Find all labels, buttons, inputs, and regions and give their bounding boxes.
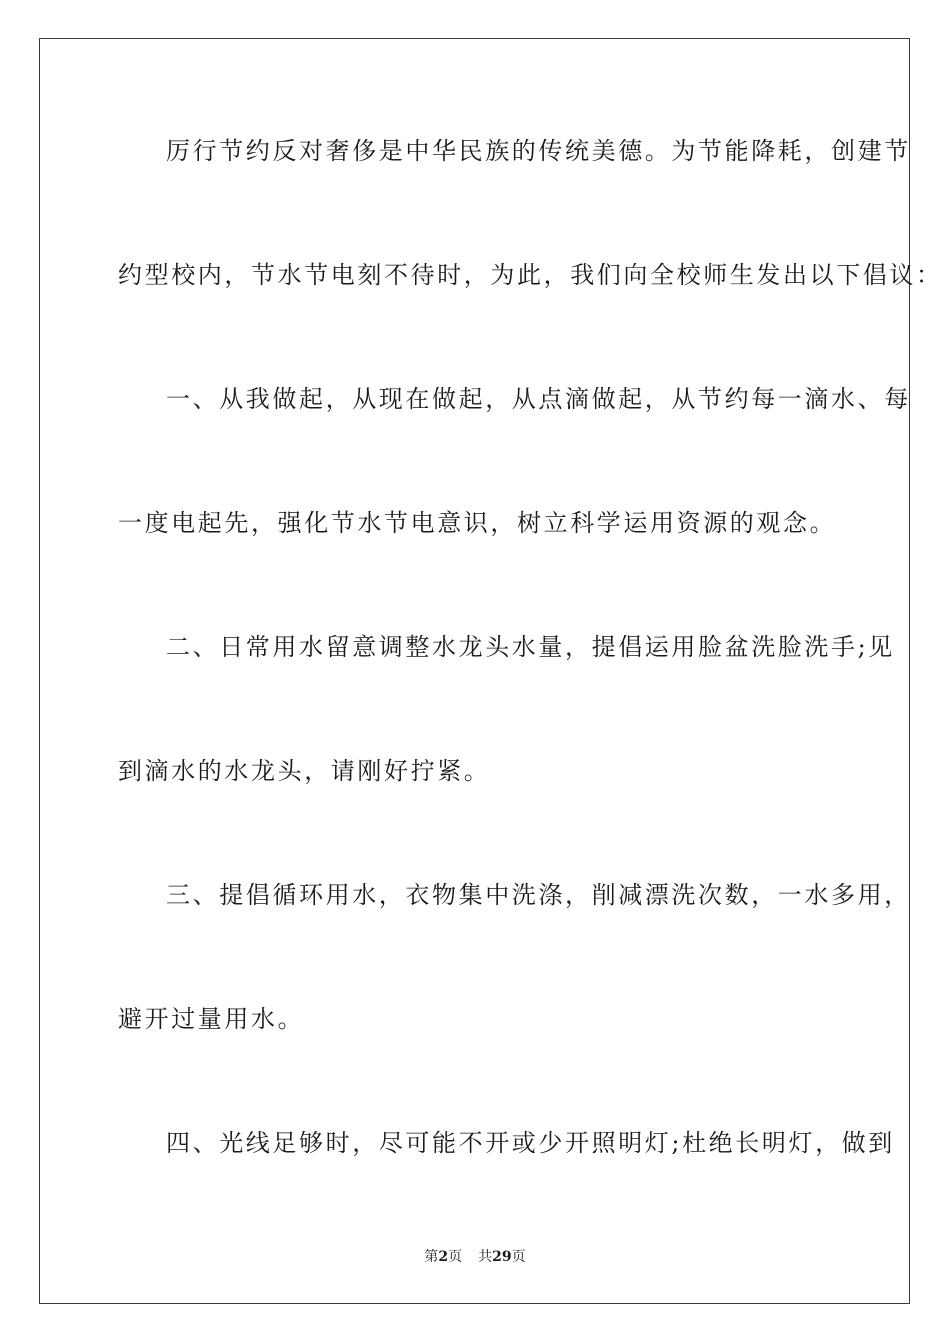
footer-total-pages: 29	[492, 1249, 512, 1265]
page-footer	[0, 1246, 950, 1266]
paragraph-line: 到滴水的水龙头，请刚好拧紧。	[118, 757, 491, 785]
paragraph-line: 一度电起先，强化节水节电意识，树立科学运用资源的观念。	[118, 509, 837, 537]
footer-page-number: 2	[438, 1249, 449, 1265]
footer-page-suffix: 页	[448, 1249, 463, 1265]
paragraph-line: 一、从我做起，从现在做起，从点滴做起，从节约每一滴水、每	[166, 385, 911, 413]
paragraph-line: 四、光线足够时，尽可能不开或少开照明灯;杜绝长明灯，做到	[166, 1129, 895, 1157]
paragraph-line: 二、日常用水留意调整水龙头水量，提倡运用脸盆洗脸洗手;见	[166, 633, 895, 661]
paragraph-line: 厉行节约反对奢侈是中华民族的传统美德。为节能降耗，创建节	[166, 137, 911, 165]
page-border	[39, 38, 910, 1304]
paragraph-line: 三、提倡循环用水，衣物集中洗涤，削减漂洗次数，一水多用，	[166, 881, 911, 909]
footer-total-suffix: 页	[511, 1249, 526, 1265]
paragraph-line: 约型校内，节水节电刻不待时，为此，我们向全校师生发出以下倡议：	[118, 261, 943, 289]
paragraph-line: 避开过量用水。	[118, 1005, 305, 1033]
footer-total-prefix: 共	[478, 1249, 493, 1265]
footer-page-prefix: 第	[424, 1249, 439, 1265]
